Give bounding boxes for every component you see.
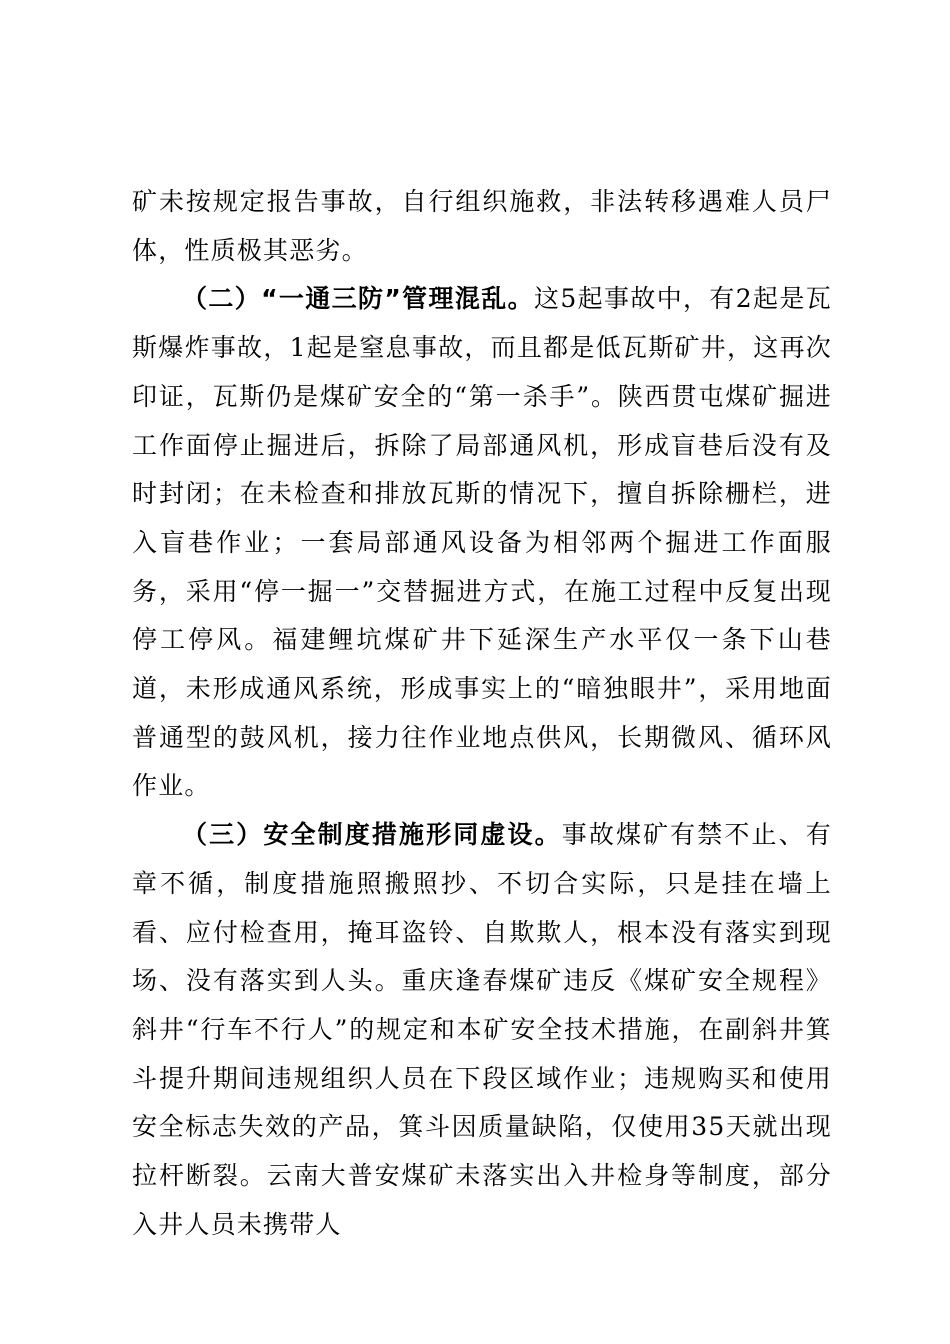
document-body: [132, 178, 832, 1249]
paragraph-section-2: [132, 275, 832, 811]
paragraph-text: 事故煤矿有禁不止、有章不循，制度措施照搬照抄、不切合实际，只是挂在墙上看、应付检查用，掩耳盗铃、自欺欺人，根本没有落实到现场、没有落实到人头。重庆逢春煤矿违反《煤矿安全规程》斜井“行车不行人”的规定和本矿安全技术措施，在副斜井箕斗提升期间违规组织人员在下段区域作业；违规购买和使用安全标志失效的产品，箕斗因质量缺陷，仅使用35天就出现拉杆断裂。云南大普安煤矿未落实出入井检身等制度，部分入井人员未携带人: [132, 820, 832, 1239]
section-heading-3: （三）安全制度措施形同虚设。: [182, 820, 562, 850]
paragraph-section-3: [132, 811, 832, 1249]
paragraph-text: 矿未按规定报告事故，自行组织施救，非法转移遇难人员尸体，性质极其恶劣。: [132, 187, 832, 265]
section-heading-2: （二）“一通三防”管理混乱。: [182, 284, 534, 314]
paragraph-text: 这5起事故中，有2起是瓦斯爆炸事故，1起是窒息事故，而且都是低瓦斯矿井，这再次印证，瓦斯仍是煤矿安全的“第一杀手”。陕西贯屯煤矿掘进工作面停止掘进后，拆除了局部通风机，形成盲巷后没有及时封闭；在未检查和排放瓦斯的情况下，擅自拆除栅栏，进入盲巷作业；一套局部通风设备为相邻两个掘进工作面服务，采用“停一掘一”交替掘进方式，在施工过程中反复出现停工停风。福建鲤坑煤矿井下延深生产水平仅一条下山巷道，未形成通风系统，形成事实上的“暗独眼井”，采用地面普通型的鼓风机，接力往作业地点供风，长期微风、循环风作业。: [132, 284, 832, 801]
paragraph-continuation: [132, 178, 832, 275]
